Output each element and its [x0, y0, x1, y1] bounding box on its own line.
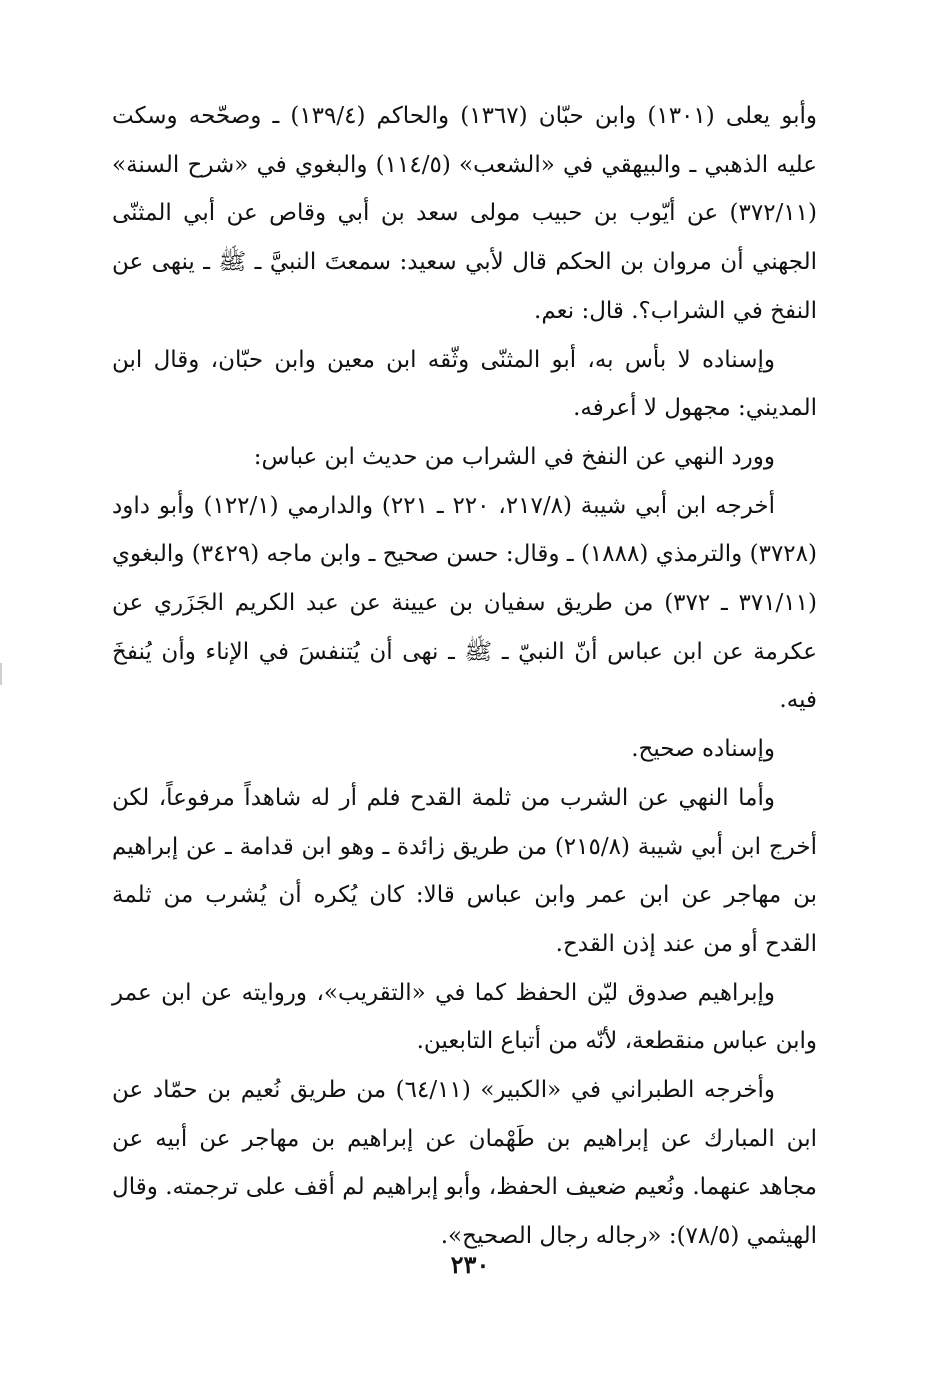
- paragraph-4: أخرجه ابن أبي شيبة (٢١٧/٨، ٢٢٠ ـ ٢٢١) والدارمي (١٢٢/١) وأبو داود (٣٧٢٨) والترمذي (١٨٨٨) ـ وقال: حسن صحيح ـ وابن ماجه (٣٤٢٩) والبغوي (٣٧١/١١ ـ ٣٧٢) من طريق سفيان بن عيينة عن عبد الكريم الجَزَري عن عكرمة عن ابن عباس أنّ النبيّ ـ ﷺ ـ نهى أن يُتنفسَ في الإناء وأن يُنفخَ فيه.: [112, 492, 817, 714]
- paragraph-6: وأما النهي عن الشرب من ثلمة القدح فلم أر له شاهداً مرفوعاً، لكن أخرج ابن أبي شيبة (٢١٥/٨) من طريق زائدة ـ وهو ابن قدامة ـ عن إبراهيم بن مهاجر عن ابن عمر وابن عباس قالا: كان يُكره أن يُشرب من ثلمة القدح أو من عند إذن القدح.: [112, 784, 817, 957]
- paragraph-3: وورد النهي عن النفخ في الشراب من حديث ابن عباس:: [253, 443, 775, 470]
- page-number: ٢٣٠: [450, 1250, 490, 1279]
- paragraph-7: وإبراهيم صدوق ليّن الحفظ كما في «التقريب»، وروايته عن ابن عمر وابن عباس منقطعة، لأنّه من أتباع التابعين.: [112, 979, 817, 1055]
- paragraph-2: وإسناده لا بأس به، أبو المثنّى وثّقه ابن معين وابن حبّان، وقال ابن المديني: مجهول لا أعرفه.: [112, 346, 817, 422]
- paragraph-5: وإسناده صحيح.: [631, 736, 775, 763]
- paragraph-8: وأخرجه الطبراني في «الكبير» (٦٤/١١) من طريق نُعيم بن حمّاد عن ابن المبارك عن إبراهيم بن طَهْمان عن إبراهيم بن مهاجر عن أبيه عن مجاهد عنهما. ونُعيم ضعيف الحفظ، وأبو إبراهيم لم أقف على ترجمته. وقال الهيثمي (٧٨/٥): «رجاله رجال الصحيح».: [112, 1077, 817, 1250]
- page-body: [112, 92, 817, 1261]
- scan-margin-mark: [0, 663, 2, 685]
- paragraph-1: وأبو يعلى (١٣٠١) وابن حبّان (١٣٦٧) والحاكم (١٣٩/٤) ـ وصحّحه وسكت عليه الذهبي ـ والبيهقي في «الشعب» (١١٤/٥) والبغوي في «شرح السنة» (٣٧٢/١١) عن أيّوب بن حبيب مولى سعد بن أبي وقاص عن أبي المثنّى الجهني أن مروان بن الحكم قال لأبي سعيد: سمعتَ النبيَّ ـ ﷺ ـ ينهى عن النفخ في الشراب؟. قال: نعم.: [112, 103, 817, 324]
